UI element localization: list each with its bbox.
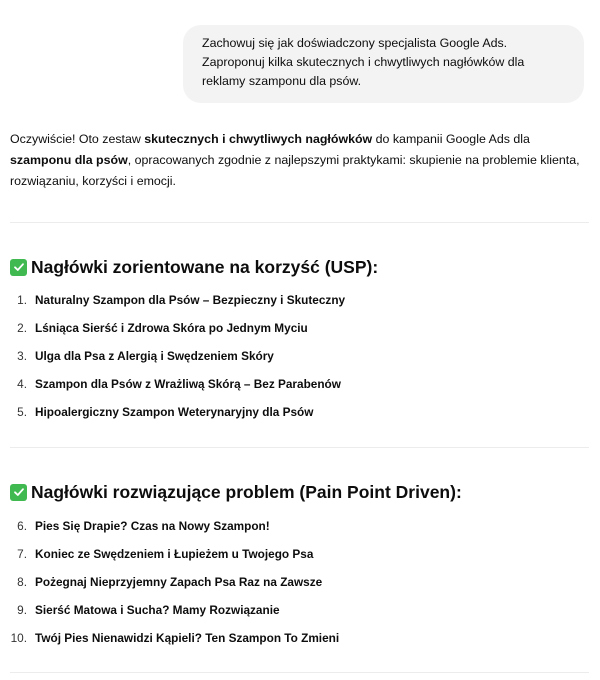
list-item: [0, 376, 590, 404]
list-number: 3.: [17, 349, 27, 363]
list-item-text: Twój Pies Nienawidzi Kąpieli? Ten Szampon To Zmieni: [35, 631, 340, 645]
list-number: 6.: [17, 519, 27, 533]
list-item: [0, 518, 590, 546]
list-item: [0, 320, 590, 348]
list-item: [0, 348, 590, 376]
list-number: 4.: [17, 377, 27, 391]
list-item-text: Naturalny Szampon dla Psów – Bezpieczny i Skuteczny: [35, 293, 346, 307]
user-message-bubble: Zachowuj się jak doświadczony specjalista Google Ads. Zaproponuj kilka skutecznych i chwytliwych nagłówków dla reklamy szamponu dla psów.: [183, 25, 584, 103]
list-item: [0, 630, 590, 658]
divider: [10, 222, 589, 223]
list-number: 9.: [17, 603, 27, 617]
section-heading-pain-point: [10, 480, 462, 504]
list-number: 7.: [17, 547, 27, 561]
section-heading-usp: [10, 255, 378, 279]
headline-list-pain-point: [0, 518, 590, 658]
list-item-text: Pożegnaj Nieprzyjemny Zapach Psa Raz na Zawsze: [35, 575, 323, 589]
list-number: 1.: [17, 293, 27, 307]
section-title: Nagłówki rozwiązujące problem (Pain Point Driven):: [31, 482, 462, 502]
list-item-text: Pies Się Drapie? Czas na Nowy Szampon!: [35, 519, 270, 533]
list-item-text: Szampon dla Psów z Wrażliwą Skórą – Bez Parabenów: [35, 377, 341, 391]
intro-text-1: Oczywiście! Oto zestaw: [10, 132, 145, 146]
section-title: Nagłówki zorientowane na korzyść (USP):: [31, 257, 379, 277]
list-item-text: Lśniąca Sierść i Zdrowa Skóra po Jednym Myciu: [35, 321, 308, 335]
intro-text-2: do kampanii Google Ads dla: [372, 132, 530, 146]
list-item: [0, 404, 590, 432]
list-item: [0, 602, 590, 630]
divider: [10, 447, 589, 448]
list-number: 2.: [17, 321, 27, 335]
list-item-text: Ulga dla Psa z Alergią i Swędzeniem Skóry: [35, 349, 274, 363]
check-mark-icon: [10, 484, 27, 501]
list-item: [0, 292, 590, 320]
intro-bold-1: skutecznych i chwytliwych nagłówków: [144, 132, 373, 146]
divider: [10, 672, 589, 673]
headline-list-usp: [0, 292, 590, 432]
intro-text-3: , opracowanych zgodnie z najlepszymi praktykami: skupienie na problemie klienta, rozwiązaniu, korzyści i emocji.: [10, 153, 580, 188]
list-number: 8.: [17, 575, 27, 589]
list-item-text: Hipoalergiczny Szampon Weterynaryjny dla Psów: [35, 405, 314, 419]
list-number: 5.: [17, 405, 27, 419]
intro-bold-2: szamponu dla psów: [10, 153, 128, 167]
list-item: [0, 546, 590, 574]
list-item-text: Koniec ze Swędzeniem i Łupieżem u Twojego Psa: [35, 547, 314, 561]
list-item: [0, 574, 590, 602]
assistant-intro: [10, 129, 590, 192]
check-mark-icon: [10, 259, 27, 276]
list-item-text: Sierść Matowa i Sucha? Mamy Rozwiązanie: [35, 603, 280, 617]
list-number: 10.: [10, 631, 27, 645]
